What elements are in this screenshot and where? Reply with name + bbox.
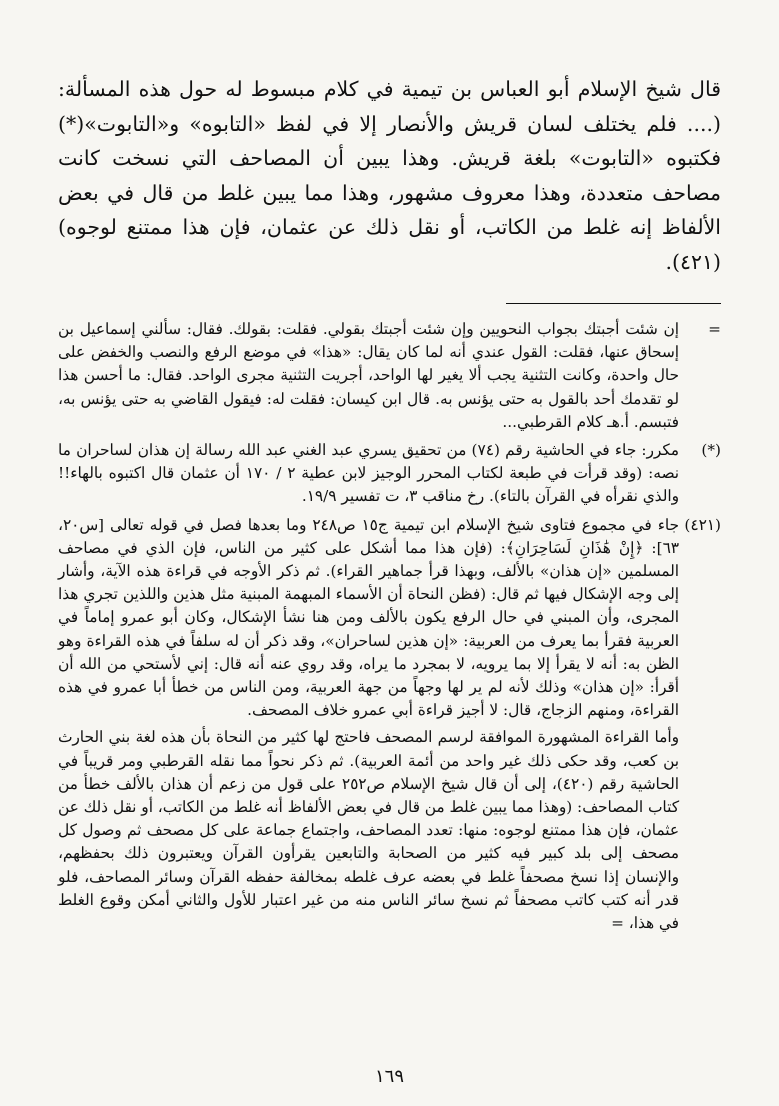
footnote-mark: (*) <box>701 441 721 460</box>
page-number: ١٦٩ <box>374 1066 404 1087</box>
footnote-mark: (٤٢١) <box>684 515 721 534</box>
footnote-paragraph: جاء في مجموع فتاوى شيخ الإسلام ابن تيمية ج١٥ ص٢٤٨ وما بعدها فصل في قوله تعالى [س٢٠، ٦٣]: ﴿إِنْ هَٰذَانِ لَسَاحِرَانِ﴾: (فإن هذا مما أشكل على كثير من الناس، فإن الذي في مصاحف المسلمين «إن هذان» بالألف، وبهذا قرأ جماهير القراء). ثم ذكر الأوجه في قراءة هذه الآية، وأشار إلى وجه الإشكال فيها ثم قال: (فظن النحاة أن الأسماء المبهمة المبنية مثل هذين واللذين تجري هذا المجرى، وأن المبني في حال الرفع يكون بالألف ومن هنا نشأ الإشكال، وكان أبو عمرو إماماً في العربية فقرأ بما يعرف من العربية: «إن هذين لساحران»، وقد ذكر أن له سلفاً في هذه القراءة وهو الظن به: أنه لا يقرأ إلا بما يرويه، لا بمجرد ما يراه، وقد روي عنه أنه قال: إني لأستحي من الله أن أقرأ: «إن هذان» وذلك لأنه لم ير لها وجهاً من جهة العربية، ومن الناس من خطأ أبا عمرو في هذه القراءة، ومنهم الزجاج، قال: لا أجيز قراءة أبي عمرو خلاف المصحف. <box>58 515 680 720</box>
footnote-body <box>58 439 679 509</box>
footnote-continued <box>58 318 721 434</box>
footnote-body <box>58 318 679 434</box>
footnote-body <box>58 514 679 936</box>
footnote-paragraph: إن شئت أجبتك بجواب النحويين وإن شئت أجبتك بقولي. فقلت: بقولك. فقال: سألني إسماعيل بن إسحاق عنها، فقلت: القول عندي أنه لما كان يقال: «هذا» في موضع الرفع والنصب والخفض على حال واحدة، وكانت التثنية يجب ألا يغير لها الواحد، أجريت التثنية مجرى الواحد. فقال: ما أحسن هذا لو تقدمك أحد بالقول به حتى يؤنس به. قال ابن كيسان: فقلت له: فيقول القاضي به حتى يؤنس به، فتبسم. أ.هـ كلام القرطبي... <box>58 320 679 431</box>
footnotes <box>58 318 721 935</box>
footnote-paragraph: مكرر: جاء في الحاشية رقم (٧٤) من تحقيق يسري عبد الغني عبد الله رسالة إن هذان لساحران ما نصه: (وقد قرأت في طبعة لكتاب المحرر الوجيز لابن عطية ٢ / ١٧٠ أن عثمان قال اكتبوه بالهاء!! والذي نقرأه في القرآن بالتاء). رخ مناقب ٣، ت تفسير ١٩/٩. <box>58 441 680 506</box>
footnote-paragraph: وأما القراءة المشهورة الموافقة لرسم المصحف فاحتج لها كثير من النحاة بأن هذه لغة بني الحارث بن كعب، وقد حكى ذلك غير واحد من أئمة العربية). ثم ذكر نحواً مما نقله القرطبي ومر قريباً في الحاشية رقم (٤٢٠)، إلى أن قال شيخ الإسلام ص٢٥٢ على قول من زعم أن هذان بالألف خطأ من كتاب المصاحف: (وهذا مما يبين غلط من قال في بعض الألفاظ أنه غلط من الكاتب، أو نقل ذلك عن عثمان، فإن هذا ممتنع لوجوه: منها: تعدد المصاحف، واجتماع جماعة على كل مصحف ثم وصول كل مصحف إلى بلد كبير فيه كثير من الصحابة والتابعين يقرأون القرآن ويعتبرون ذلك بحفظهم، والإنسان إذا نسخ مصحفاً غلط في بعضه عرف غلطه بمخالفة حفظه القرآن وسائر المصاحف، فلو قدر أنه كتب كاتب مصحفاً ثم نسخ سائر الناس منه من غير اعتبار للأول والثاني أمكن وقوع الغلط في هذا، = <box>58 728 679 933</box>
main-paragraph: قال شيخ الإسلام أبو العباس بن تيمية في كلام مبسوط له حول هذه المسألة: (.... فلم يختلف لسان قريش والأنصار إلا في لفظ «التابوه» و«التابوت»(*) فكتبوه «التابوت» بلغة قريش. وهذا يبين أن المصاحف التي نسخت كانت مصاحف متعددة، وهذا معروف مشهور، وهذا مما يبين غلط من قال في بعض الألفاظ إنه غلط من الكاتب، أو نقل ذلك عن عثمان، فإن هذا ممتنع لوجوه)(٤٢١). <box>58 77 721 274</box>
main-text <box>58 72 721 279</box>
footnote-star <box>58 439 721 509</box>
footnote-mark: = <box>708 320 721 338</box>
footnote-421 <box>58 514 721 936</box>
footnote-separator <box>506 303 721 304</box>
